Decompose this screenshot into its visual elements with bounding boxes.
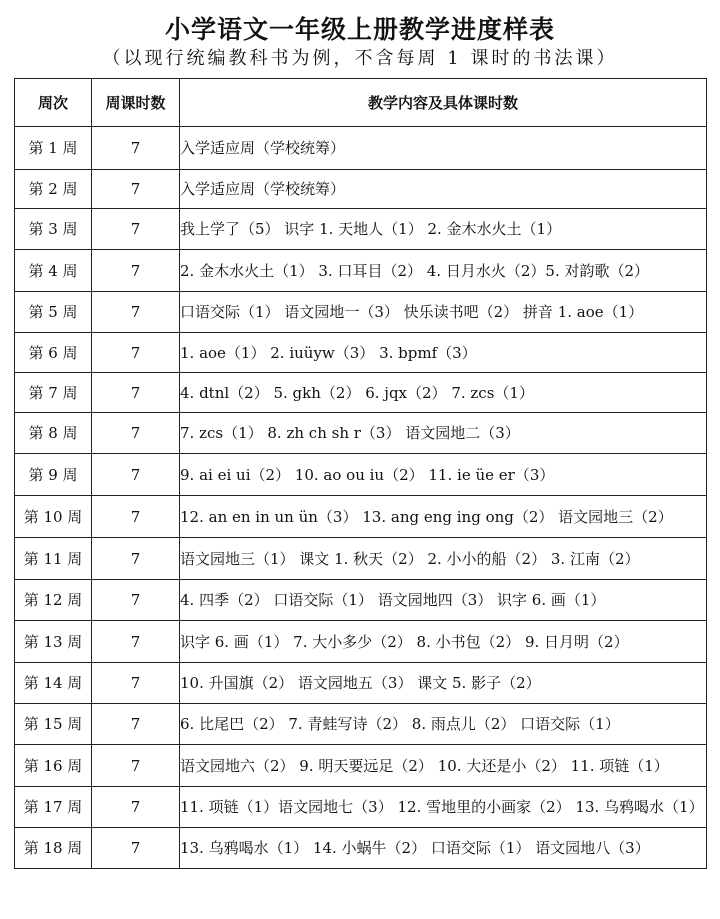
hours-cell: 7	[92, 538, 180, 580]
week-cell: 第 1 周	[15, 127, 92, 170]
table-row	[15, 250, 707, 292]
hours-cell: 7	[92, 373, 180, 413]
content-cell: 入学适应周（学校统筹）	[180, 127, 707, 170]
content-cell: 识字 6. 画（1） 7. 大小多少（2） 8. 小书包（2） 9. 日月明（2）	[180, 621, 707, 663]
content-cell: 4. 四季（2） 口语交际（1） 语文园地四（3） 识字 6. 画（1）	[180, 580, 707, 621]
table-row	[15, 292, 707, 333]
week-cell: 第 9 周	[15, 454, 92, 496]
content-cell: 10. 升国旗（2） 语文园地五（3） 课文 5. 影子（2）	[180, 663, 707, 704]
table-row	[15, 538, 707, 580]
week-cell: 第 3 周	[15, 209, 92, 250]
week-cell: 第 6 周	[15, 333, 92, 373]
content-cell: 11. 项链（1）语文园地七（3） 12. 雪地里的小画家（2） 13. 乌鸦喝水（1）	[180, 787, 707, 828]
table-row	[15, 413, 707, 454]
week-cell: 第 5 周	[15, 292, 92, 333]
week-cell: 第 2 周	[15, 170, 92, 209]
content-cell: 9. ai ei ui（2） 10. ao ou iu（2） 11. ie üe er（3）	[180, 454, 707, 496]
hours-cell: 7	[92, 170, 180, 209]
header-hours: 周课时数	[92, 79, 180, 127]
hours-cell: 7	[92, 250, 180, 292]
table-row	[15, 496, 707, 538]
hours-cell: 7	[92, 704, 180, 745]
hours-cell: 7	[92, 828, 180, 869]
hours-cell: 7	[92, 292, 180, 333]
hours-cell: 7	[92, 787, 180, 828]
table-row	[15, 373, 707, 413]
table-row	[15, 580, 707, 621]
week-cell: 第 12 周	[15, 580, 92, 621]
week-cell: 第 7 周	[15, 373, 92, 413]
table-row	[15, 209, 707, 250]
hours-cell: 7	[92, 496, 180, 538]
table-row	[15, 454, 707, 496]
week-cell: 第 15 周	[15, 704, 92, 745]
hours-cell: 7	[92, 621, 180, 663]
table-row	[15, 704, 707, 745]
page-subtitle: （以现行统编教科书为例，不含每周 1 课时的书法课）	[102, 48, 618, 69]
hours-cell: 7	[92, 333, 180, 373]
content-cell: 我上学了（5） 识字 1. 天地人（1） 2. 金木水火土（1）	[180, 209, 707, 250]
week-cell: 第 13 周	[15, 621, 92, 663]
table-row	[15, 621, 707, 663]
schedule-table	[14, 78, 707, 869]
page-title: 小学语文一年级上册教学进度样表	[164, 15, 555, 44]
week-cell: 第 10 周	[15, 496, 92, 538]
hours-cell: 7	[92, 127, 180, 170]
content-cell: 入学适应周（学校统筹）	[180, 170, 707, 209]
table-row	[15, 745, 707, 787]
content-cell: 13. 乌鸦喝水（1） 14. 小蜗牛（2） 口语交际（1） 语文园地八（3）	[180, 828, 707, 869]
table-row	[15, 333, 707, 373]
week-cell: 第 8 周	[15, 413, 92, 454]
header-week: 周次	[15, 79, 92, 127]
content-cell: 12. an en in un ün（3） 13. ang eng ing ong（2） 语文园地三（2）	[180, 496, 707, 538]
week-cell: 第 11 周	[15, 538, 92, 580]
week-cell: 第 16 周	[15, 745, 92, 787]
week-cell: 第 4 周	[15, 250, 92, 292]
content-cell: 6. 比尾巴（2） 7. 青蛙写诗（2） 8. 雨点儿（2） 口语交际（1）	[180, 704, 707, 745]
content-cell: 语文园地六（2） 9. 明天要远足（2） 10. 大还是小（2） 11. 项链（1）	[180, 745, 707, 787]
hours-cell: 7	[92, 663, 180, 704]
content-cell: 语文园地三（1） 课文 1. 秋天（2） 2. 小小的船（2） 3. 江南（2）	[180, 538, 707, 580]
table-header-row	[15, 79, 707, 127]
hours-cell: 7	[92, 745, 180, 787]
content-cell: 2. 金木水火土（1） 3. 口耳目（2） 4. 日月水火（2）5. 对韵歌（2）	[180, 250, 707, 292]
table-row	[15, 828, 707, 869]
content-cell: 4. dtnl（2） 5. gkh（2） 6. jqx（2） 7. zcs（1）	[180, 373, 707, 413]
hours-cell: 7	[92, 209, 180, 250]
hours-cell: 7	[92, 413, 180, 454]
content-cell: 1. aoe（1） 2. iuüyw（3） 3. bpmf（3）	[180, 333, 707, 373]
table-row	[15, 663, 707, 704]
hours-cell: 7	[92, 580, 180, 621]
table-body	[15, 127, 707, 869]
hours-cell: 7	[92, 454, 180, 496]
week-cell: 第 17 周	[15, 787, 92, 828]
table-row	[15, 787, 707, 828]
content-cell: 口语交际（1） 语文园地一（3） 快乐读书吧（2） 拼音 1. aoe（1）	[180, 292, 707, 333]
week-cell: 第 14 周	[15, 663, 92, 704]
table-row	[15, 170, 707, 209]
content-cell: 7. zcs（1） 8. zh ch sh r（3） 语文园地二（3）	[180, 413, 707, 454]
week-cell: 第 18 周	[15, 828, 92, 869]
header-content: 教学内容及具体课时数	[180, 79, 707, 127]
table-row	[15, 127, 707, 170]
